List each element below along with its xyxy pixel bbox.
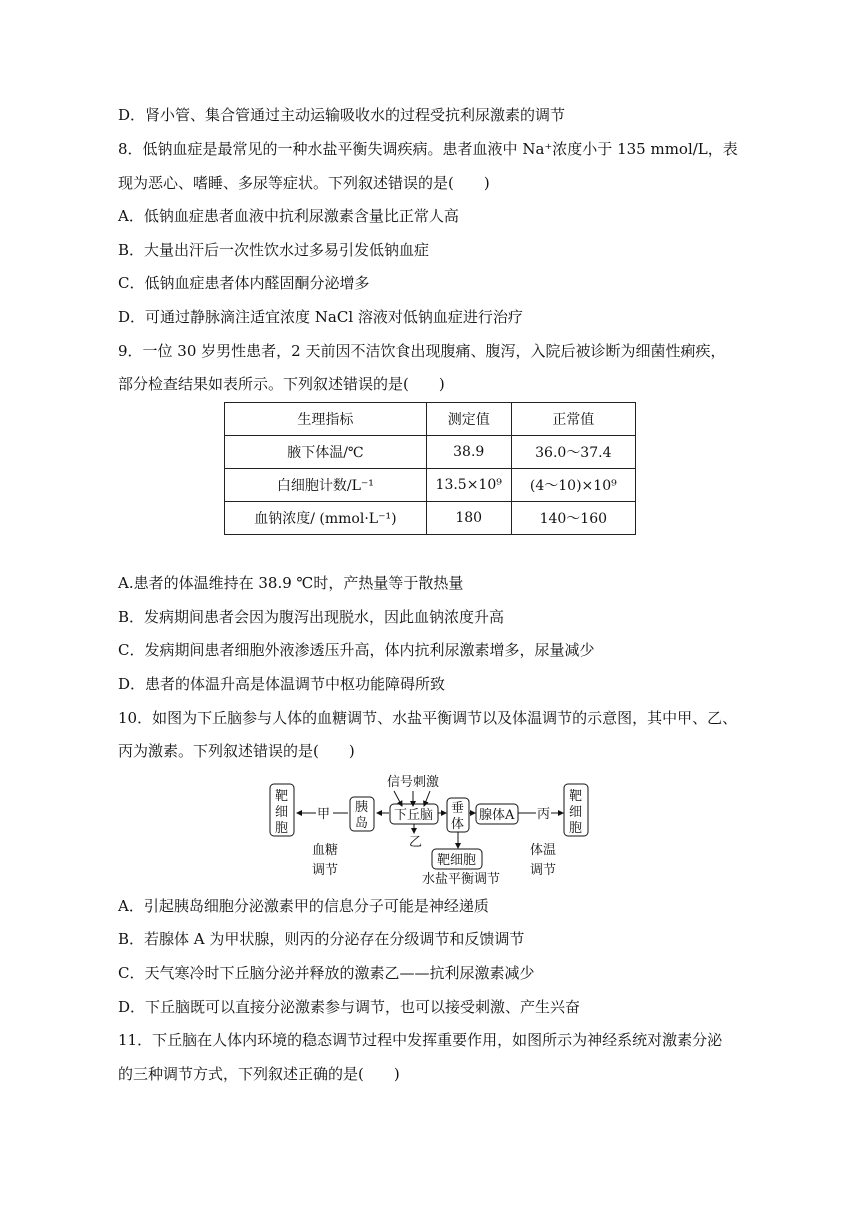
hypothalamus-label: 下丘脑 <box>394 808 434 823</box>
q9-option-b: B．发病期间患者会因为腹泻出现脱水，因此血钠浓度升高 <box>118 608 505 626</box>
table-cell: 腋下体温/℃ <box>225 436 427 469</box>
table-header-cell: 生理指标 <box>225 403 427 436</box>
target-cell-left-char: 胞 <box>275 821 289 836</box>
q9-stem-line2: 部分检查结果如表所示。下列叙述错误的是( ) <box>118 375 445 393</box>
table-header-row <box>225 403 636 436</box>
q9-option-c: C．发病期间患者细胞外液渗透压升高，体内抗利尿激素增多，尿量减少 <box>118 641 595 659</box>
islet-char: 岛 <box>355 816 369 831</box>
q10-stem-line2: 丙为激素。下列叙述错误的是( ) <box>118 742 355 760</box>
table-row <box>225 502 636 535</box>
signal-stimulus-label: 信号刺激 <box>387 775 440 790</box>
q10-stem-line1: 10．如图为下丘脑参与人体的血糖调节、水盐平衡调节以及体温调节的示意图，其中甲、乙、 <box>118 709 738 727</box>
q10-diagram <box>266 772 596 890</box>
glucose-regulation-label: 调节 <box>312 863 339 878</box>
target-cell-right-char: 细 <box>569 805 583 820</box>
q8-stem-line1: 8．低钠血症是最常见的一种水盐平衡失调疾病。患者血液中 Na⁺浓度小于 135 mmol/L，表 <box>118 140 738 158</box>
table-cell: 140～160 <box>511 502 635 535</box>
target-cell-right-char: 靶 <box>569 789 583 804</box>
table-cell: 血钠浓度/ (mmol·L⁻¹) <box>225 502 427 535</box>
table-header-cell: 测定值 <box>426 403 511 436</box>
temperature-regulation-label: 体温 <box>530 843 557 858</box>
q9-option-d: D．患者的体温升高是体温调节中枢功能障碍所致 <box>118 675 446 693</box>
pituitary-char: 垂 <box>451 801 465 816</box>
pituitary-char: 体 <box>451 817 465 832</box>
q9-stem-line1: 9．一位 30 岁男性患者，2 天前因不洁饮食出现腹痛、腹泻，入院后被诊断为细菌性痢疾， <box>118 342 726 360</box>
q8-option-a: A．低钠血症患者血液中抗利尿激素含量比正常人高 <box>118 207 459 225</box>
q10-option-b: B．若腺体 A 为甲状腺，则丙的分泌存在分级调节和反馈调节 <box>118 930 525 948</box>
q8-stem-line2: 现为恶心、嗜睡、多尿等症状。下列叙述错误的是( ) <box>118 174 490 192</box>
table-cell: 38.9 <box>426 436 511 469</box>
q8-option-b: B．大量出汗后一次性饮水过多易引发低钠血症 <box>118 241 430 259</box>
glucose-regulation-label: 血糖 <box>312 843 339 858</box>
table-row <box>225 469 636 502</box>
q10-option-d: D．下丘脑既可以直接分泌激素参与调节，也可以接受刺激、产生兴奋 <box>118 998 581 1016</box>
target-cell-left-char: 细 <box>275 805 289 820</box>
target-cell-bottom-label: 靶细胞 <box>437 853 477 868</box>
table-row <box>225 436 636 469</box>
q11-stem-line1: 11．下丘脑在人体内环境的稳态调节过程中发挥重要作用，如图所示为神经系统对激素分泌 <box>118 1031 723 1049</box>
gland-a-label: 腺体A <box>479 808 515 823</box>
hormone-jia-label: 甲 <box>317 807 331 822</box>
q11-stem-line2: 的三种调节方式，下列叙述正确的是( ) <box>118 1065 400 1083</box>
islet-char: 胰 <box>355 800 369 815</box>
table-cell: 白细胞计数/L⁻¹ <box>225 469 427 502</box>
q10-option-a: A．引起胰岛细胞分泌激素甲的信息分子可能是神经递质 <box>118 897 489 915</box>
q10-option-c: C．天气寒冷时下丘脑分泌并释放的激素乙——抗利尿激素减少 <box>118 964 535 982</box>
table-cell: 36.0～37.4 <box>511 436 635 469</box>
table-cell: 180 <box>426 502 511 535</box>
table-header-cell: 正常值 <box>511 403 635 436</box>
water-salt-regulation-label: 水盐平衡调节 <box>422 872 501 887</box>
q7-option-d: D．肾小管、集合管通过主动运输吸收水的过程受抗利尿激素的调节 <box>118 106 566 124</box>
table-cell: 13.5×10⁹ <box>426 469 511 502</box>
target-cell-left-char: 靶 <box>275 789 289 804</box>
table-cell: (4～10)×10⁹ <box>511 469 635 502</box>
hormone-bing-label: 丙 <box>537 807 551 822</box>
target-cell-right-char: 胞 <box>569 821 583 836</box>
q8-option-d: D．可通过静脉滴注适宜浓度 NaCl 溶液对低钠血症进行治疗 <box>118 308 523 326</box>
q9-option-a: A.患者的体温维持在 38.9 ℃时，产热量等于散热量 <box>118 574 464 592</box>
q9-table <box>224 402 636 535</box>
q8-option-c: C．低钠血症患者体内醛固酮分泌增多 <box>118 274 370 292</box>
hormone-yi-label: 乙 <box>409 835 423 850</box>
temperature-regulation-label: 调节 <box>530 863 557 878</box>
